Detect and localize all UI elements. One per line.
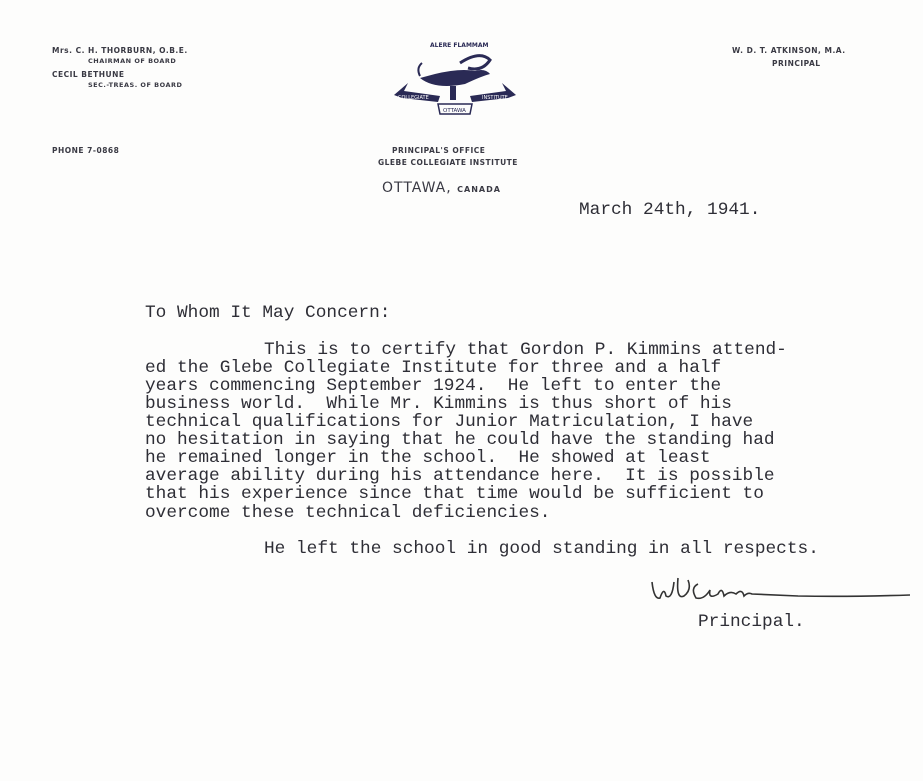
body-line: that his experience since that time would be sufficient to: [145, 484, 764, 504]
crest-motto: ALERE FLAMMAM: [430, 42, 489, 49]
signer-title: Principal.: [698, 612, 805, 632]
crest-left-banner: COLLEGIATE: [398, 95, 429, 101]
country: CANADA: [457, 185, 501, 194]
body-line: overcome these technical deficiencies.: [145, 503, 551, 523]
body-line: business world. While Mr. Kimmins is thus short of his: [145, 394, 732, 414]
phone-number: PHONE 7-0868: [52, 146, 120, 155]
chairman-title: CHAIRMAN OF BOARD: [88, 57, 177, 65]
treasurer-name: CECIL BETHUNE: [52, 70, 125, 79]
body-line: ed the Glebe Collegiate Institute for three and a half: [145, 358, 722, 378]
treasurer-title: SEC.-TREAS. OF BOARD: [88, 81, 183, 89]
crest-right-banner: INSTITUTE: [482, 95, 508, 101]
city: OTTAWA,: [382, 180, 452, 196]
principal-title: PRINCIPAL: [772, 59, 821, 68]
principal-name: W. D. T. ATKINSON, M.A.: [732, 46, 846, 55]
school-name: GLEBE COLLEGIATE INSTITUTE: [378, 158, 518, 167]
body-line: average ability during his attendance here. It is possible: [145, 466, 775, 486]
body-line: This is to certify that Gordon P. Kimmins attend-: [264, 340, 787, 360]
closing-paragraph: He left the school in good standing in all respects.: [264, 539, 819, 559]
salutation: To Whom It May Concern:: [145, 303, 391, 323]
school-crest-logo: [390, 38, 520, 120]
city-line: [382, 180, 501, 196]
crest-bottom-banner: OTTAWA: [443, 108, 466, 114]
body-line: years commencing September 1924. He left to enter the: [145, 376, 722, 396]
signature: [648, 570, 913, 610]
letter-date: March 24th, 1941.: [579, 200, 761, 220]
body-line: technical qualifications for Junior Matriculation, I have: [145, 412, 754, 432]
body-line: no hesitation in saying that he could have the standing had: [145, 430, 775, 450]
chairman-name: Mrs. C. H. THORBURN, O.B.E.: [52, 46, 188, 55]
office-name: PRINCIPAL'S OFFICE: [392, 146, 486, 155]
body-line: he remained longer in the school. He showed at least: [145, 448, 711, 468]
